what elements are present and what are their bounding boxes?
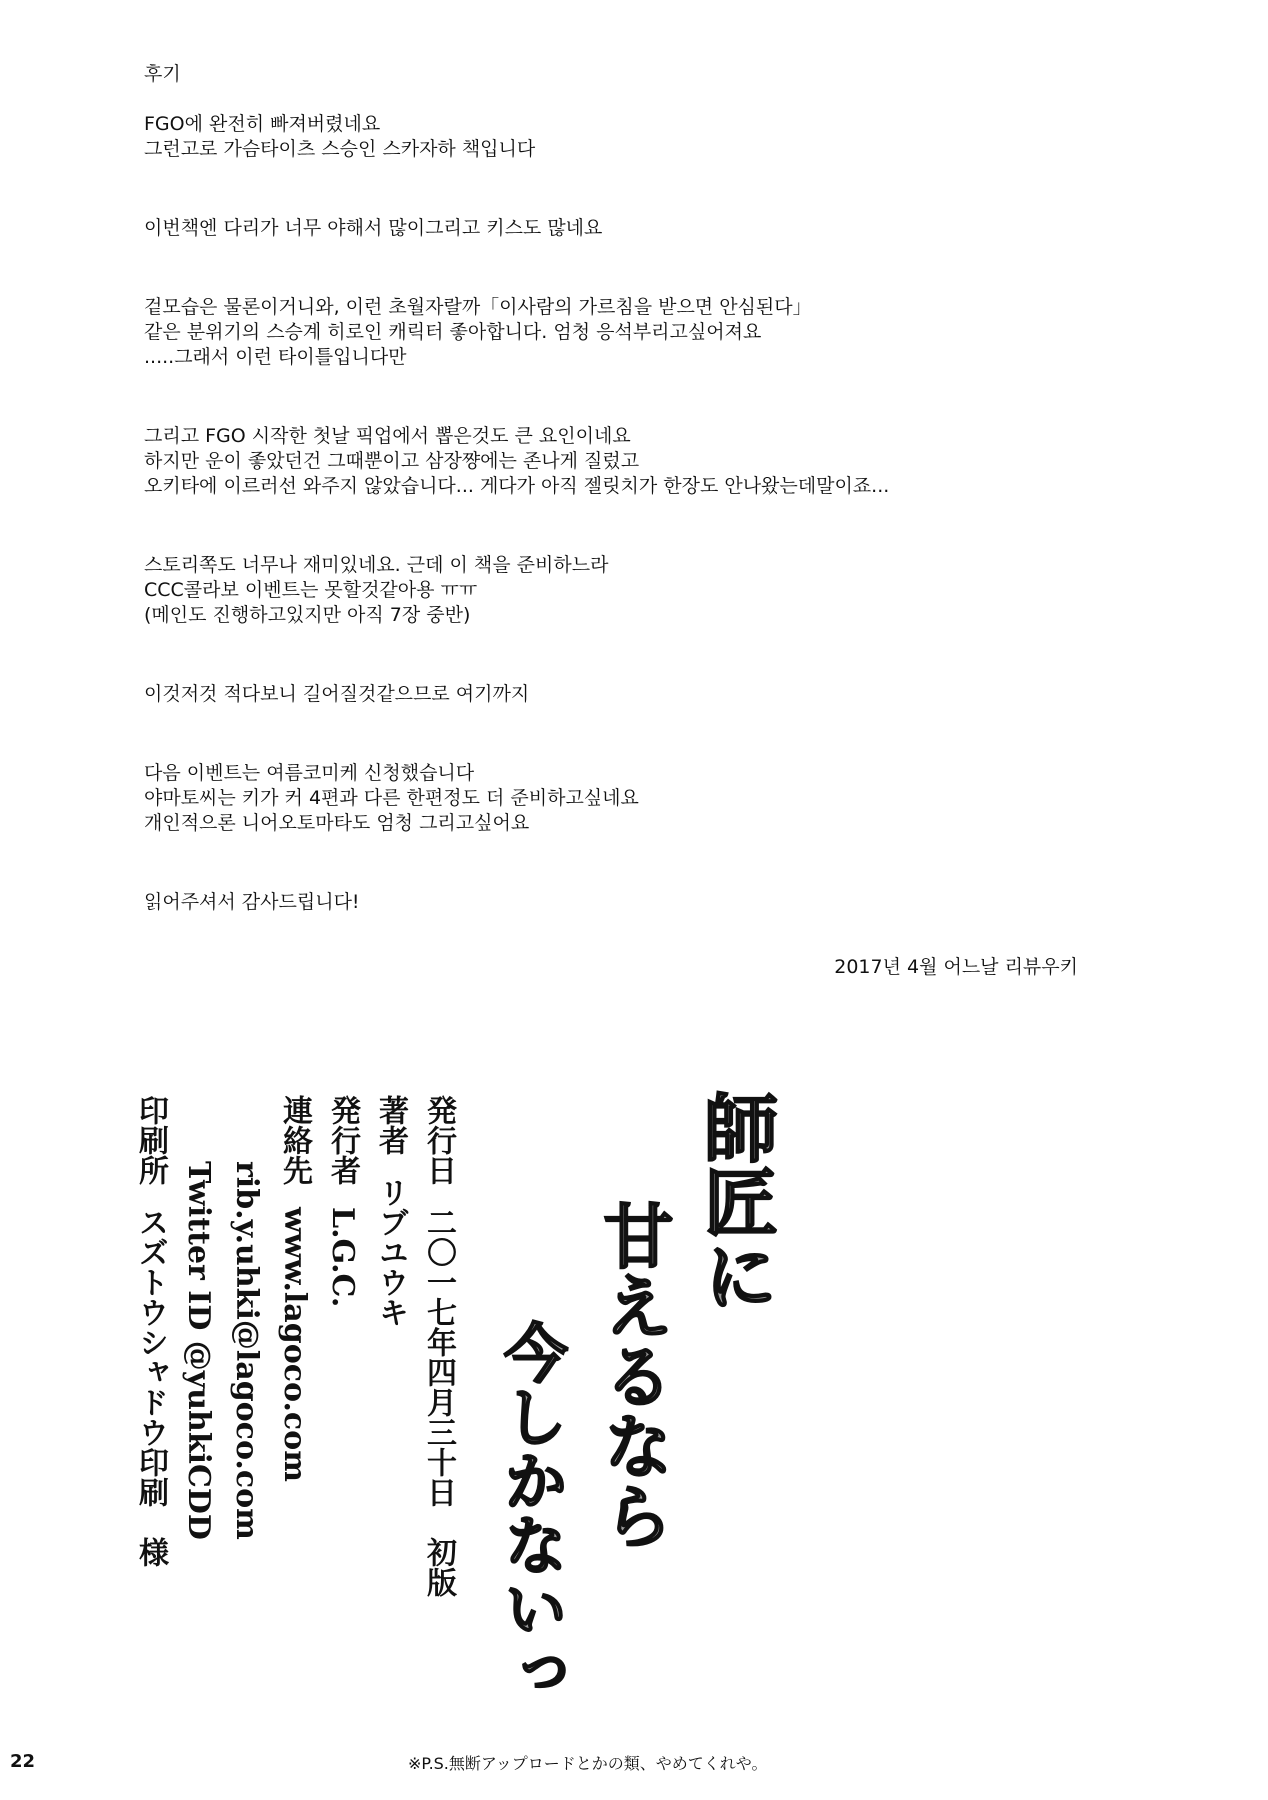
- colophon-twitter: [176, 1095, 220, 1555]
- afterword-paragraph: [144, 424, 1124, 499]
- afterword-paragraph: [144, 295, 1124, 370]
- afterword-line: 읽어주셔서 감사드립니다!: [144, 891, 360, 913]
- afterword-line: 하지만 운이 좋았던건 그때뿐이고 삼장쨩에는 존나게 질렀고: [144, 450, 640, 472]
- afterword-line: 그런고로 가슴타이츠 스승인 스카자하 책입니다: [144, 138, 536, 160]
- colophon-contact: [272, 1095, 316, 1555]
- colophon-printer: [128, 1095, 172, 1567]
- afterword-line: 겉모습은 물론이거니와, 이런 초월자랄까「이사람의 가르침을 받으면 안심된다」: [144, 296, 812, 318]
- colophon-email: [224, 1095, 268, 1555]
- afterword-line: 오키타에 이르러선 와주지 않았습니다... 게다가 아직 젤릿치가 한장도 안나왔는데말이죠...: [144, 475, 890, 497]
- afterword-paragraph: [144, 890, 1124, 915]
- afterword-line: 다음 이벤트는 여름코미케 신청했습니다: [144, 762, 475, 784]
- afterword-line: 야마토씨는 키가 커 4편과 다른 한편정도 더 준비하고싶네요: [144, 787, 639, 809]
- afterword-paragraph: [144, 761, 1124, 836]
- colophon-label: 印刷所: [133, 1095, 168, 1185]
- page-number: 22: [10, 1751, 36, 1772]
- colophon-label: 著者: [373, 1095, 408, 1155]
- colophon-label: 連絡先: [277, 1095, 312, 1185]
- title-logo-column: 今しかないっ: [493, 1320, 568, 1704]
- colophon-author: [368, 1095, 412, 1555]
- colophon-value: スズトウシャドウ印刷 様: [133, 1207, 168, 1567]
- colophon-value: www.lagoco.com: [277, 1207, 312, 1482]
- afterword-line: 스토리쪽도 너무나 재미있네요. 근데 이 책을 준비하느라: [144, 554, 609, 576]
- colophon-value: Twitter ID @yuhkiCDD: [181, 1161, 216, 1540]
- afterword-line: 이번책엔 다리가 너무 야해서 많이그리고 키스도 많네요: [144, 217, 603, 239]
- afterword-text: [144, 62, 1124, 969]
- colophon-value: L.G.C.: [325, 1207, 360, 1308]
- afterword-paragraph: [144, 112, 1124, 162]
- afterword-paragraph: [144, 553, 1124, 628]
- afterword-paragraph: [144, 216, 1124, 241]
- afterword-line: (메인도 진행하고있지만 아직 7장 중반): [144, 604, 471, 626]
- title-logo-column: 師匠に: [692, 1090, 778, 1312]
- book-title-logo: [488, 1090, 778, 1704]
- afterword-line: CCC콜라보 이벤트는 못할것같아용 ㅠㅠ: [144, 579, 478, 601]
- colophon-value: リブユウキ: [373, 1177, 408, 1327]
- afterword-line: 그리고 FGO 시작한 첫날 픽업에서 뽑은것도 큰 요인이네요: [144, 425, 631, 447]
- afterword-paragraph: [144, 682, 1124, 707]
- title-logo-column: 甘えるなら: [592, 1200, 675, 1550]
- afterword-line: 이것저것 적다보니 길어질것같으므로 여기까지: [144, 683, 530, 705]
- ps-note: ※P.S.無断アップロードとかの類、やめてくれや。: [408, 1754, 768, 1773]
- afterword-line: 같은 분위기의 스승계 히로인 캐릭터 좋아합니다. 엄청 응석부리고싶어져요: [144, 321, 762, 343]
- afterword-heading: 후기: [144, 63, 181, 85]
- colophon-publish-date: [416, 1095, 460, 1597]
- afterword-line: 개인적으론 니어오토마타도 엄청 그리고싶어요: [144, 812, 530, 834]
- afterword-signature: 2017년 4월 어느날 리뷰우키: [834, 956, 1078, 978]
- afterword-line: .....그래서 이런 타이틀입니다만: [144, 346, 407, 368]
- colophon-publisher: [320, 1095, 364, 1555]
- colophon: [130, 1095, 460, 1597]
- afterword-line: FGO에 완전히 빠져버렸네요: [144, 113, 381, 135]
- colophon-label: 発行日: [421, 1095, 456, 1185]
- colophon-value: rib.y.uhki@lagoco.com: [229, 1161, 264, 1540]
- colophon-value: 二〇一七年四月三十日 初版: [421, 1207, 456, 1597]
- colophon-label: 発行者: [325, 1095, 360, 1185]
